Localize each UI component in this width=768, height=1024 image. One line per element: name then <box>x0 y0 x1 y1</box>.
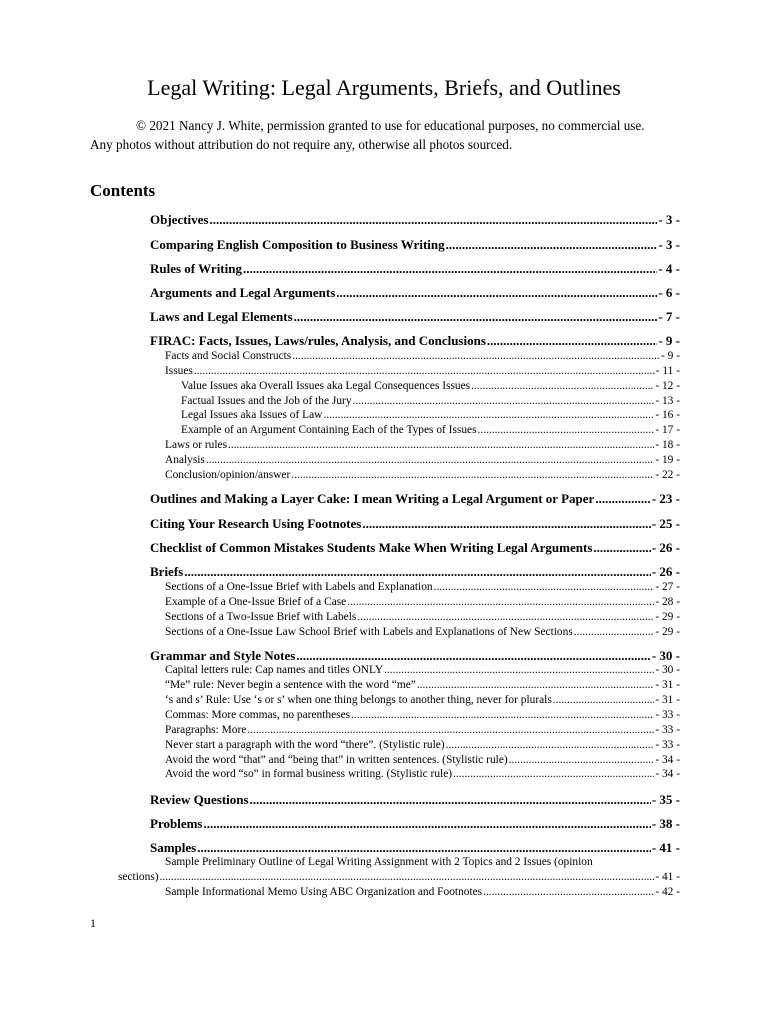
toc-entry-label: Outlines and Making a Layer Cake: I mean Writing a Legal Argument or Paper <box>150 491 595 506</box>
toc-entry-page: - 29 - <box>655 611 680 623</box>
toc-entry-page: - 30 - <box>651 648 680 663</box>
toc-dot-leader <box>160 870 655 885</box>
toc-entry-page: - 33 - <box>655 709 680 721</box>
toc-entry[interactable] <box>181 423 680 438</box>
toc-dot-leader <box>294 308 658 326</box>
toc-entry[interactable] <box>181 408 680 423</box>
toc-entry[interactable] <box>165 438 680 453</box>
toc-entry-page: - 33 - <box>655 739 680 751</box>
toc-entry[interactable] <box>165 885 680 900</box>
toc-entry-label: Facts and Social Constructs <box>165 350 292 362</box>
toc-entry-page: - 13 - <box>655 395 680 407</box>
toc-entry[interactable] <box>150 284 680 302</box>
toc-entry-label: Sample Informational Memo Using ABC Organization and Footnotes <box>165 886 483 898</box>
toc-entry-label: Laws or rules <box>165 439 227 451</box>
toc-entry[interactable] <box>150 539 680 557</box>
toc-entry-page: - 30 - <box>655 664 680 676</box>
toc-dot-leader <box>574 625 655 640</box>
toc-entry[interactable] <box>150 815 680 833</box>
toc-entry[interactable] <box>165 580 680 595</box>
toc-entry-label: Conclusion/opinion/answer <box>165 469 291 481</box>
toc-dot-leader <box>478 423 655 438</box>
toc-entry-label: Review Questions <box>150 792 249 807</box>
toc-entry-page: - 12 - <box>655 380 680 392</box>
toc-entry[interactable] <box>165 767 680 782</box>
toc-entry[interactable] <box>165 595 680 610</box>
toc-dot-leader <box>417 678 655 693</box>
toc-entry-page: - 33 - <box>655 724 680 736</box>
copyright-line: © 2021 Nancy J. White, permission granted to use for educational purposes, no commercial use. <box>136 118 645 133</box>
toc-dot-leader <box>250 791 651 809</box>
toc-dot-leader <box>362 515 650 533</box>
toc-entry-page: - 31 - <box>655 679 680 691</box>
toc-entry-page: - 41 - <box>651 840 680 855</box>
toc-dot-leader <box>194 364 655 379</box>
toc-dot-leader <box>453 767 654 782</box>
toc-entry[interactable] <box>150 332 680 350</box>
toc-entry-label: FIRAC: Facts, Issues, Laws/rules, Analysis, and Conclusions <box>150 333 486 348</box>
toc-entry[interactable] <box>150 490 680 508</box>
toc-entry-page: - 17 - <box>655 424 680 436</box>
copyright-notice <box>90 116 680 154</box>
toc-dot-leader <box>347 595 654 610</box>
toc-entry[interactable] <box>165 625 680 640</box>
toc-entry-label: Problems <box>150 816 203 831</box>
toc-entry[interactable] <box>165 738 680 753</box>
toc-dot-leader <box>553 693 655 708</box>
toc-dot-leader <box>247 723 654 738</box>
toc-dot-leader <box>487 332 657 350</box>
document-title: Legal Writing: Legal Arguments, Briefs, and Outlines <box>147 75 621 100</box>
toc-dot-leader <box>336 284 657 302</box>
toc-entry[interactable] <box>165 678 680 693</box>
toc-entry-page: - 7 - <box>658 309 680 324</box>
toc-entry-label: Samples <box>150 840 197 855</box>
toc-dot-leader <box>353 394 655 409</box>
toc-entry[interactable] <box>165 708 680 723</box>
toc-entry-page: - 6 - <box>658 285 680 300</box>
toc-dot-leader <box>228 438 654 453</box>
toc-entry-page: - 31 - <box>655 694 680 706</box>
toc-entry-label: Comparing English Composition to Business Writing <box>150 237 445 252</box>
toc-dot-leader <box>292 349 660 364</box>
toc-entry-label: Checklist of Common Mistakes Students Make When Writing Legal Arguments <box>150 540 593 555</box>
toc-entry-page: - 41 - <box>655 871 680 883</box>
toc-entry[interactable] <box>150 308 680 326</box>
toc-entry-page: - 42 - <box>655 886 680 898</box>
toc-entry-page: - 9 - <box>658 333 680 348</box>
toc-dot-leader <box>446 236 658 254</box>
toc-entry[interactable] <box>150 515 680 533</box>
toc-dot-leader <box>291 468 654 483</box>
toc-entry-label: Avoid the word “so” in formal business writing. (Stylistic rule) <box>165 768 453 780</box>
toc-entry[interactable] <box>165 693 680 708</box>
toc-entry-label: Paragraphs: More <box>165 724 247 736</box>
toc-entry-page: - 23 - <box>651 491 680 506</box>
toc-entry-label: Commas: More commas, no parentheses <box>165 709 351 721</box>
toc-entry[interactable] <box>181 379 680 394</box>
toc-entry-label: Rules of Writing <box>150 261 242 276</box>
toc-entry-label: Factual Issues and the Job of the Jury <box>181 395 352 407</box>
toc-entry-page: - 34 - <box>655 754 680 766</box>
toc-entry[interactable] <box>165 468 680 483</box>
toc-entry-page: - 4 - <box>658 261 680 276</box>
page-number: 1 <box>90 916 96 930</box>
toc-entry-page: - 34 - <box>655 768 680 780</box>
toc-entry-page: - 16 - <box>655 409 680 421</box>
toc-entry-page: - 3 - <box>658 237 680 252</box>
toc-entry-label: Example of a One-Issue Brief of a Case <box>165 596 347 608</box>
toc-entry-label: Analysis <box>165 454 205 466</box>
toc-dot-leader <box>483 885 654 900</box>
toc-entry-label: Objectives <box>150 212 209 227</box>
toc-dot-leader <box>593 539 650 557</box>
toc-entry[interactable] <box>165 453 680 468</box>
toc-dot-leader <box>243 260 657 278</box>
toc-dot-leader <box>323 408 654 423</box>
contents-heading: Contents <box>90 181 156 200</box>
toc-entry-label: Legal Issues aka Issues of Law <box>181 409 323 421</box>
toc-entry[interactable] <box>150 211 680 229</box>
toc-dot-leader <box>509 753 655 768</box>
toc-entry-page: - 28 - <box>655 596 680 608</box>
toc-dot-leader <box>595 490 651 508</box>
toc-entry-page: - 29 - <box>655 626 680 638</box>
toc-dot-leader <box>434 580 655 595</box>
toc-entry-page: - 9 - <box>661 350 680 362</box>
toc-entry-page: - 18 - <box>655 439 680 451</box>
toc-entry[interactable] <box>150 260 680 278</box>
toc-entry-page: - 38 - <box>651 816 680 831</box>
toc-entry-label-continued: sections) <box>118 871 159 883</box>
toc-entry-label: Capital letters rule: Cap names and titles ONLY <box>165 664 384 676</box>
toc-entry[interactable] <box>118 870 680 885</box>
toc-dot-leader <box>357 610 654 625</box>
toc-entry-label: Arguments and Legal Arguments <box>150 285 336 300</box>
toc-dot-leader <box>206 453 654 468</box>
toc-dot-leader <box>446 738 655 753</box>
photo-attribution-line: Any photos without attribution do not require any, otherwise all photos sourced. <box>90 137 513 152</box>
toc-entry[interactable] <box>165 723 680 738</box>
toc-dot-leader <box>351 708 654 723</box>
toc-entry-label: Never start a paragraph with the word “there”. (Stylistic rule) <box>165 739 445 751</box>
toc-entry-label: Grammar and Style Notes <box>150 648 296 663</box>
toc-entry-label: Sections of a Two-Issue Brief with Labels <box>165 611 357 623</box>
toc-dot-leader <box>384 663 654 678</box>
toc-entry-page: - 11 - <box>655 365 680 377</box>
toc-entry-label: Citing Your Research Using Footnotes <box>150 516 362 531</box>
toc-entry[interactable] <box>165 610 680 625</box>
toc-entry[interactable] <box>165 349 680 364</box>
toc-dot-leader <box>209 211 657 229</box>
toc-entry-page: - 26 - <box>651 540 680 555</box>
toc-entry-page: - 26 - <box>651 564 680 579</box>
toc-entry-label: Sections of a One-Issue Brief with Labels and Explanation <box>165 581 433 593</box>
toc-entry-label: “Me” rule: Never begin a sentence with the word “me” <box>165 679 416 691</box>
toc-dot-leader <box>184 563 651 581</box>
toc-entry-page: - 25 - <box>651 516 680 531</box>
toc-entry-page: - 22 - <box>655 469 680 481</box>
toc-entry-label: Briefs <box>150 564 184 579</box>
toc-entry[interactable] <box>150 563 680 581</box>
toc-entry-page: - 19 - <box>655 454 680 466</box>
toc-entry[interactable] <box>165 364 680 379</box>
toc-entry-label: Avoid the word “that” and “being that” in written sentences. (Stylistic rule) <box>165 754 508 766</box>
toc-entry[interactable] <box>165 753 680 768</box>
toc-entry[interactable] <box>181 394 680 409</box>
toc-entry-page: - 27 - <box>655 581 680 593</box>
toc-entry-label[interactable]: Sample Preliminary Outline of Legal Writing Assignment with 2 Topics and 2 Issues (opinion <box>165 856 593 868</box>
toc-entry-label: Example of an Argument Containing Each of the Types of Issues <box>181 424 477 436</box>
toc-entry[interactable] <box>150 791 680 809</box>
toc-entry-page: - 35 - <box>651 792 680 807</box>
toc-entry-label: Value Issues aka Overall Issues aka Legal Consequences Issues <box>181 380 471 392</box>
toc-entry-label: ‘s and s’ Rule: Use ‘s or s’ when one thing belongs to another thing, never for plurals <box>165 694 552 706</box>
toc-entry-label: Sections of a One-Issue Law School Brief with Labels and Explanations of New Sections <box>165 626 573 638</box>
toc-entry-label: Laws and Legal Elements <box>150 309 293 324</box>
toc-entry[interactable] <box>150 236 680 254</box>
toc-entry[interactable] <box>165 663 680 678</box>
toc-entry-label: Issues <box>165 365 193 377</box>
toc-entry-page: - 3 - <box>658 212 680 227</box>
toc-dot-leader <box>471 379 654 394</box>
toc-dot-leader <box>203 815 650 833</box>
